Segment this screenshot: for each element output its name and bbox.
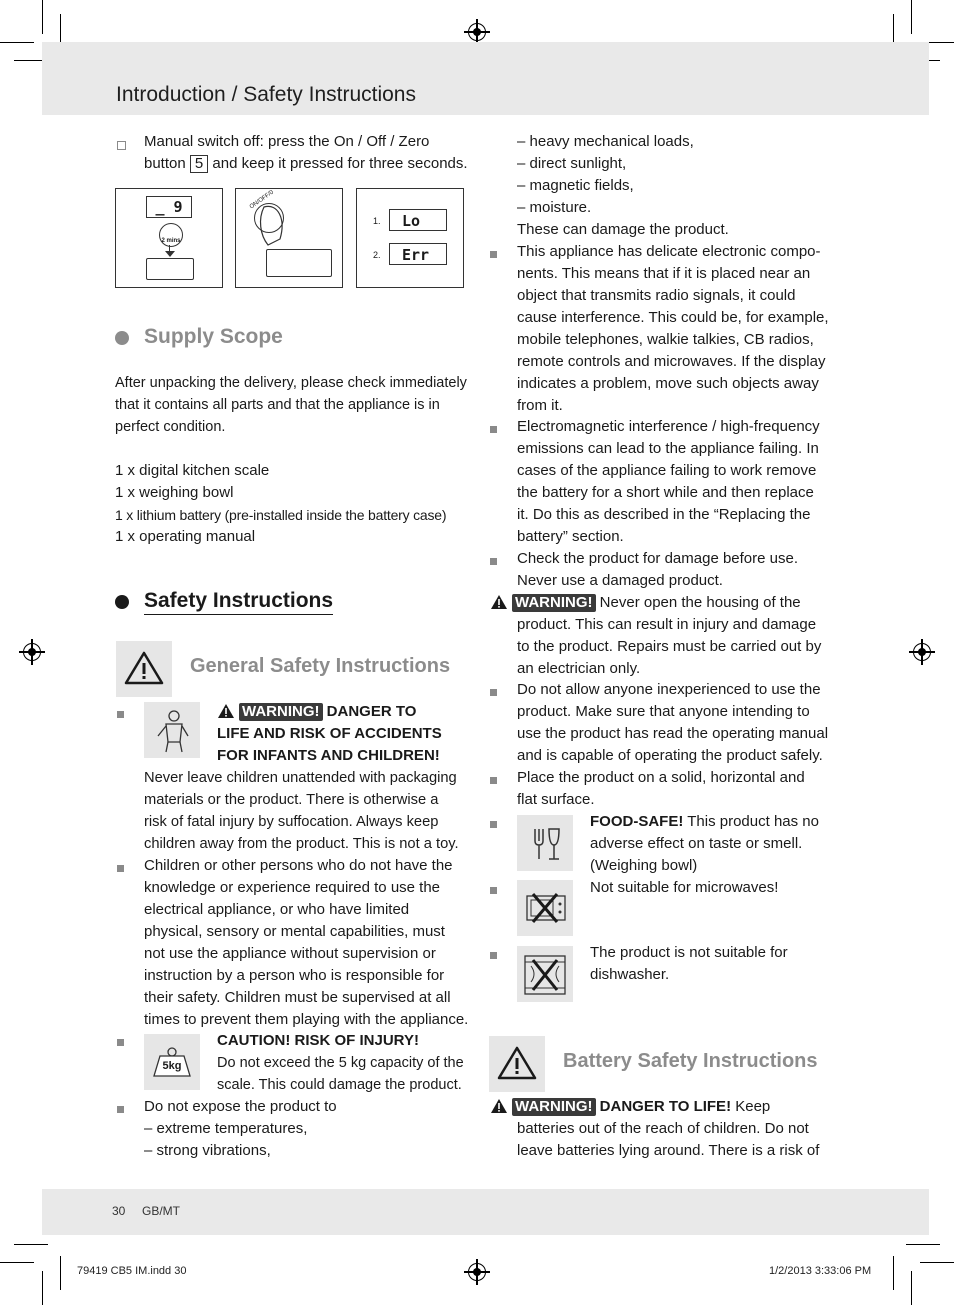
food-safe-text: FOOD-SAFE! This product has no adverse effect on taste or smell. (Weighing bowl) [590, 813, 819, 874]
expose-list-continued: – heavy mechanical loads, – direct sunlight, – magnetic fields, – moisture. These can damage the product. [517, 133, 729, 238]
housing-warning: WARNING! Never open the housing of the [490, 592, 840, 614]
electronic-text: This appliance has delicate electronic compo- nents. This means that if it is placed near an object that transmits radio signals, it could cause interference. This could be, for example, mobile telephones, walkie talkies, CB radios, remote controls and microwaves. If the display indicates a problem, move such objects away from it. [517, 243, 829, 414]
inexperienced-text: Do not allow anyone inexperienced to use the product. Make sure that anyone intending to use the product has read the operating manual and is capable of operating the product safely. [517, 681, 829, 764]
dishwasher-text: The product is not suitable for dishwasher. [590, 944, 788, 983]
finger-icon [250, 199, 290, 249]
registration-mark-icon [913, 643, 931, 661]
battery-warning: WARNING! DANGER TO LIFE! Keep [490, 1096, 840, 1118]
list-item: 1 x weighing bowl [115, 484, 234, 501]
supply-intro: After unpacking the delivery, please check immediately that it contains all parts and that the appliance is in perfect condition. [115, 375, 467, 435]
display-err: Err [389, 243, 447, 265]
warning-triangle-icon [489, 1036, 545, 1092]
child-icon [144, 702, 200, 758]
bullet-icon [490, 887, 497, 894]
registration-mark-icon [468, 1263, 486, 1281]
battery-text: batteries out of the reach of children. Do not leave batteries lying around. There is a risk of [517, 1120, 820, 1159]
list-item: 1 x operating manual [115, 528, 256, 545]
button-number: 5 [190, 155, 208, 173]
page-title: Introduction / Safety Instructions [116, 83, 416, 106]
figure-display-blank [266, 249, 332, 277]
warning-label: WARNING! [239, 703, 323, 721]
arrow-head-icon [165, 251, 175, 257]
checkbox-bullet-icon [117, 141, 126, 150]
bullet-icon [117, 711, 124, 718]
warning-box [489, 1036, 545, 1092]
bullet-icon [490, 689, 497, 696]
manual-switch-text: Manual switch off: press the On / Off / Zero button 5 and keep it pressed for three seconds. [144, 133, 468, 172]
crop-mark [911, 1271, 912, 1305]
supply-scope-title: Supply Scope [144, 325, 283, 348]
list-item: 1 x digital kitchen scale [115, 462, 270, 479]
warning-label: WARNING! [512, 1098, 596, 1116]
crop-mark [906, 1244, 940, 1245]
registration-mark-icon [23, 643, 41, 661]
slug-date: 1/2/2013 3:33:06 PM [769, 1265, 872, 1277]
crop-mark [920, 1262, 954, 1263]
list-item: 1 x lithium battery (pre-installed inside the battery case) [115, 507, 447, 523]
bullet-icon [490, 777, 497, 784]
warning-icon [490, 594, 508, 610]
bullet-icon [490, 821, 497, 828]
crop-mark [60, 1256, 61, 1290]
expose-block: Do not expose the product to – extreme temperatures, – strong vibrations, [144, 1098, 337, 1159]
battery-safety-title: Battery Safety Instructions [563, 1050, 818, 1072]
step-number: 1. [373, 216, 381, 226]
microwave-text: Not suitable for microwaves! [590, 879, 779, 896]
bullet-icon [117, 865, 124, 872]
caution-block: CAUTION! RISK OF INJURY! Do not exceed the 5 kg capacity of the scale. This could damage the product. [217, 1032, 464, 1093]
crop-mark [911, 0, 912, 34]
housing-text: product. This can result in injury and damage to the product. Repairs must be carried out by an electrician only. [517, 616, 822, 677]
supply-list [115, 460, 475, 548]
no-microwave-icon [517, 880, 573, 936]
bullet-icon [490, 251, 497, 258]
crop-mark [0, 1262, 34, 1263]
bullet-icon [490, 426, 497, 433]
figure-display-readout: _ 9 [146, 196, 192, 218]
display-lo: Lo [389, 209, 447, 231]
section-dot-icon [115, 595, 129, 609]
language-code: GB/MT [142, 1204, 180, 1218]
warning-icon [217, 703, 235, 719]
safety-instructions-title: Safety Instructions [144, 589, 333, 615]
bullet-icon [117, 1106, 124, 1113]
crop-mark [14, 1244, 48, 1245]
children-warning: WARNING! DANGER TO LIFE AND RISK OF ACCIDENTS FOR INFANTS AND CHILDREN! [217, 703, 442, 764]
warning-icon [490, 1098, 508, 1114]
children-text: Never leave children unattended with packaging materials or the product. There is otherwise a risk of fatal injury by suffocation. Always keep children away from the product. This is not a toy. [144, 770, 459, 852]
crop-mark [0, 42, 34, 43]
bullet-icon [490, 558, 497, 565]
persons-text: Children or other persons who do not have the knowledge or experience required to use the electrical appliance, or who have limited physical, sensory or mental capabilities, must not use the appliance without supervision or instruction by a person who is responsible for their safety. Children must be supervised at all times to prevent them playing with the appliance. [144, 857, 469, 1028]
warning-triangle-icon [116, 641, 172, 697]
emi-text: Electromagnetic interference / high-frequency emissions can lead to the appliance failing. In cases of the appliance failing to work remove the battery for a short while and then replace it. Do this as described in the “Replacing the battery” section. [517, 418, 820, 545]
weight-label: 5kg [162, 1060, 182, 1072]
registration-mark-icon [468, 23, 486, 41]
figure-display-blank [146, 258, 194, 280]
onoff-label: ON/OFF/0 [248, 189, 275, 211]
warning-box [116, 641, 172, 697]
timer-icon: 2 mins [159, 223, 183, 247]
bullet-icon [490, 952, 497, 959]
surface-text: Place the product on a solid, horizontal and flat surface. [517, 769, 805, 808]
step-number: 2. [373, 250, 381, 260]
weight-icon [144, 1034, 200, 1090]
general-safety-title: General Safety Instructions [190, 655, 451, 677]
warning-label: WARNING! [512, 594, 596, 612]
section-dot-icon [115, 331, 129, 345]
no-dishwasher-icon [517, 946, 573, 1002]
figure-error-displays [356, 188, 464, 288]
figure-display-timer [115, 188, 223, 288]
crop-mark [42, 0, 43, 34]
crop-mark [893, 1256, 894, 1290]
page-number: 30 [112, 1204, 126, 1218]
crop-mark [42, 1271, 43, 1305]
slug-filename: 79419 CB5 IM.indd 30 [77, 1265, 187, 1277]
bullet-icon [117, 1039, 124, 1046]
food-safe-icon [517, 815, 573, 871]
figure-press-button [235, 188, 343, 288]
check-text: Check the product for damage before use. Never use a damaged product. [517, 550, 799, 589]
